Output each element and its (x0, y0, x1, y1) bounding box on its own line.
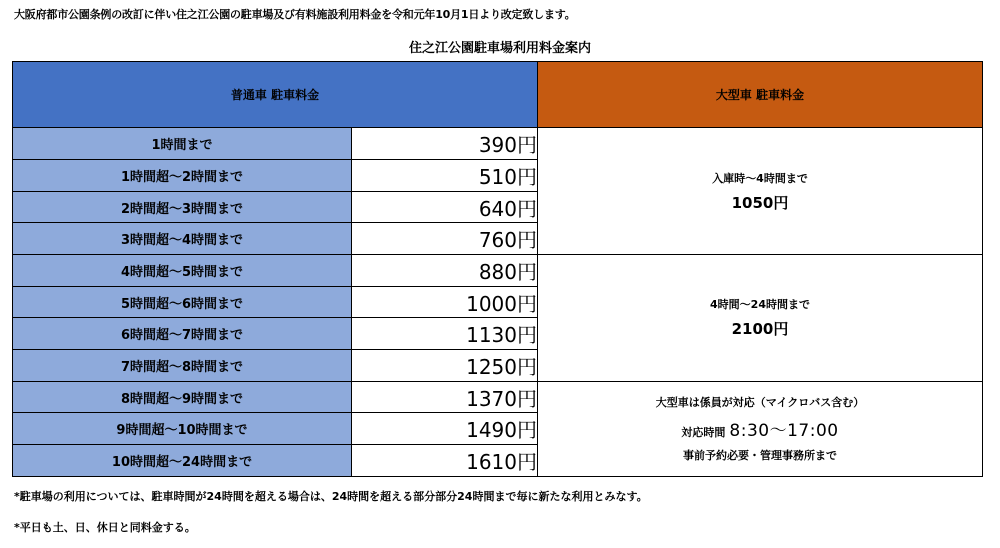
price-cell: 640円 (352, 191, 538, 223)
duration-cell: 2時間超～3時間まで (13, 191, 352, 223)
duration-cell: 8時間超～9時間まで (13, 381, 352, 413)
large-rate-price: 2100円 (731, 320, 789, 339)
footnote-24h-rule: *駐車場の利用については、駐車時間が24時間を超える場合は、24時間を超える部分部分24時間まで毎に新たな利用とみなす。 (14, 490, 648, 503)
price-cell: 1130円 (352, 318, 538, 350)
large-rate-label: 4時間～24時間まで (710, 298, 810, 312)
price-cell: 390円 (352, 128, 538, 160)
duration-cell: 10時間超～24時間まで (13, 445, 352, 477)
service-hours-label: 対応時間 (681, 426, 726, 440)
table-header-row (13, 62, 983, 128)
price-cell: 1370円 (352, 381, 538, 413)
duration-cell: 3時間超～4時間まで (13, 223, 352, 255)
parking-fee-table (12, 61, 983, 477)
price-cell: 510円 (352, 160, 538, 192)
table-row (13, 381, 983, 413)
large-rate-block-2 (538, 255, 983, 382)
price-cell: 1250円 (352, 350, 538, 382)
price-cell: 1490円 (352, 413, 538, 445)
large-rate-label: 入庫時～4時間まで (712, 171, 808, 185)
price-cell: 1000円 (352, 286, 538, 318)
price-cell: 880円 (352, 255, 538, 287)
duration-cell: 6時間超～7時間まで (13, 318, 352, 350)
large-rate-block-1 (538, 128, 983, 255)
service-hours (538, 416, 982, 441)
duration-cell: 1時間超～2時間まで (13, 160, 352, 192)
large-vehicle-notice (538, 381, 983, 476)
duration-cell: 4時間超～5時間まで (13, 255, 352, 287)
reservation-note: 事前予約必要・管理事務所まで (683, 449, 837, 463)
duration-cell: 7時間超～8時間まで (13, 350, 352, 382)
table-row (13, 255, 983, 287)
duration-cell: 5時間超～6時間まで (13, 286, 352, 318)
revision-notice: 大阪府都市公園条例の改訂に伴い住之江公園の駐車場及び有料施設利用料金を令和元年10月1日より改定致します。 (14, 8, 576, 21)
service-hours-value: 8:30～17:00 (729, 421, 839, 442)
table-row (13, 128, 983, 160)
price-cell: 1610円 (352, 445, 538, 477)
page-title: 住之江公園駐車場利用料金案内 (408, 41, 591, 56)
duration-cell: 9時間超～10時間まで (13, 413, 352, 445)
price-cell: 760円 (352, 223, 538, 255)
header-large-car: 大型車 駐車料金 (538, 62, 983, 128)
large-rate-price: 1050円 (731, 193, 789, 212)
footnote-weekday-rule: *平日も土、日、休日と同料金する。 (14, 521, 196, 534)
staff-handling-note: 大型車は係員が対応（マイクロバス含む） (655, 396, 865, 410)
header-normal-car: 普通車 駐車料金 (13, 62, 538, 128)
duration-cell: 1時間まで (13, 128, 352, 160)
